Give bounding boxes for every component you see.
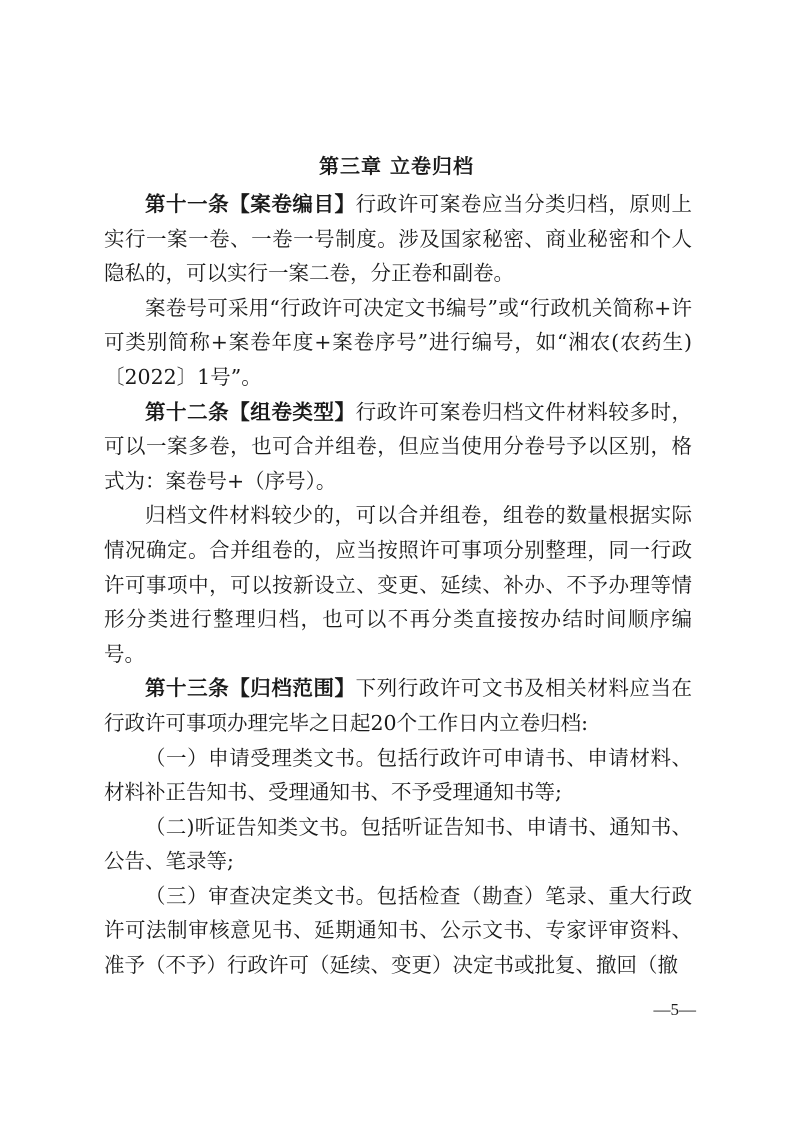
- article-title: 【归档范围】: [229, 676, 356, 701]
- article-number: 第十二条: [145, 399, 230, 424]
- document-body: [104, 187, 692, 983]
- article-number: 第十三条: [145, 676, 230, 701]
- list-item: （三）审查决定类文书。包括检查（勘查）笔录、重大行政许可法制审核意见书、延期通知书、公示文书、专家评审资料、准予（不予）行政许可（延续、变更）决定书或批复、撤回（撤: [104, 883, 692, 978]
- page-number: —5—: [653, 1000, 696, 1019]
- article-title: 【组卷类型】: [229, 399, 356, 424]
- article-text: 行政许可案卷归档文件材料较多时，可以一案多卷，也可合并组卷，但应当使用分卷号予以区别，格式为：案卷号+（序号）。: [104, 399, 693, 493]
- article-number: 第十一条: [145, 192, 230, 216]
- article-text: 行政许可案卷应当分类归档，原则上实行一案一卷、一卷一号制度。涉及国家秘密、商业秘密和个人隐私的，可以实行一案二卷，分正卷和副卷。: [104, 192, 693, 286]
- paragraph: 案卷号可采用“行政许可决定文书编号”或“行政机关简称+许可类别简称+案卷年度+案卷序号”进行编号，如“湘农(农药生)〔2022〕1号”。: [104, 295, 692, 389]
- list-item: （二)听证告知类文书。包括听证告知书、申请书、通知书、公告、笔录等;: [104, 814, 692, 874]
- list-item: （一）申请受理类文书。包括行政许可申请书、申请材料、材料补正告知书、受理通知书、不予受理通知书等;: [104, 745, 692, 805]
- article-title: 【案卷编目】: [229, 192, 356, 216]
- chapter-title: 第三章 立卷归档: [319, 154, 474, 178]
- article-13-paragraph: [104, 671, 692, 740]
- article-11-paragraph: [104, 187, 692, 291]
- paragraph: 归档文件材料较少的，可以合并组卷，组卷的数量根据实际情况确定。合并组卷的，应当按照许可事项分别整理，同一行政许可事项中，可以按新设立、变更、延续、补办、不予办理等情形分类进行整理归档，也可以不再分类直接按办结时间顺序编号。: [104, 503, 692, 666]
- article-text: 下列行政许可文书及相关材料应当在行政许可事项办理完毕之日起20个工作日内立卷归档:: [104, 676, 693, 735]
- article-12-paragraph: [104, 395, 692, 499]
